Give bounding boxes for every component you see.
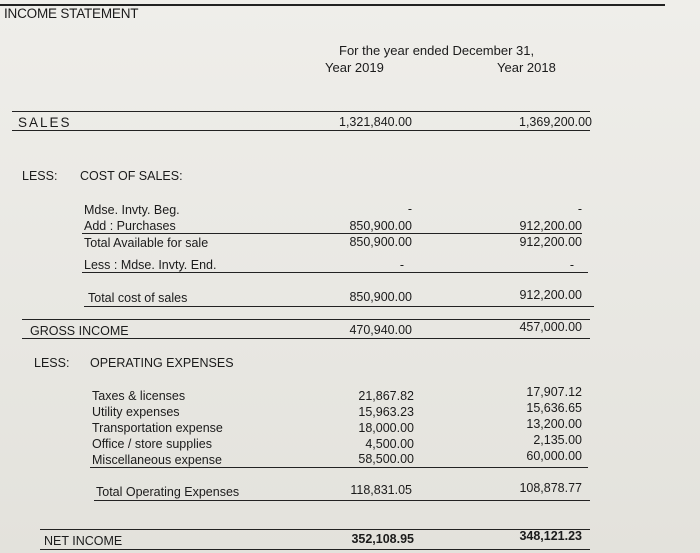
statement-title: INCOME STATEMENT — [4, 6, 139, 21]
gross-income-label: GROSS INCOME — [30, 324, 129, 338]
gross-income-2019: 470,940.00 — [349, 323, 412, 337]
expense-label: Miscellaneous expense — [92, 453, 222, 467]
expense-2019: 58,500.00 — [358, 452, 414, 466]
expense-2019: 4,500.00 — [365, 437, 414, 451]
expense-2018: 15,636.65 — [526, 401, 582, 415]
ending-inventory-2019: - — [399, 258, 404, 272]
expense-2019: 15,963.23 — [358, 405, 414, 419]
expense-2018: 2,135.00 — [533, 433, 582, 447]
total-cost-of-sales-label: Total cost of sales — [88, 291, 188, 305]
ending-inventory-label: Less : Mdse. Invty. End. — [84, 258, 217, 272]
expense-label: Utility expenses — [92, 405, 180, 419]
expense-2018: 13,200.00 — [526, 417, 582, 431]
cost-less-label: LESS: — [22, 169, 58, 183]
available-for-sale-label: Total Available for sale — [84, 236, 209, 250]
purchases-2018: 912,200.00 — [519, 219, 582, 233]
expense-2018: 17,907.12 — [526, 385, 582, 399]
total-cost-of-sales-2019: 850,900.00 — [349, 290, 412, 304]
total-operating-expenses-label: Total Operating Expenses — [96, 485, 240, 499]
purchases-rule — [82, 233, 582, 234]
available-for-sale-2018: 912,200.00 — [519, 235, 582, 249]
total-operating-expenses-2018: 108,878.77 — [519, 481, 582, 495]
expense-label: Transportation expense — [92, 421, 223, 435]
cost-of-sales-title: COST OF SALES: — [80, 169, 183, 183]
expenses-rule — [90, 467, 588, 468]
net-income-bottom-rule — [40, 549, 590, 550]
operating-expenses-title: OPERATING EXPENSES — [90, 356, 234, 370]
expense-label: Taxes & licenses — [92, 389, 186, 403]
ending-inventory-2018: - — [569, 258, 574, 272]
gross-income-2018: 457,000.00 — [519, 320, 582, 334]
expense-2019: 18,000.00 — [358, 421, 414, 435]
expense-2019: 21,867.82 — [358, 389, 414, 403]
sales-2019: 1,321,840.00 — [339, 115, 412, 129]
gross-income-bottom-rule — [22, 338, 590, 339]
expense-label: Office / store supplies — [92, 437, 212, 451]
total-cost-rule — [84, 306, 594, 307]
net-income-2019: 352,108.95 — [351, 532, 414, 546]
purchases-label: Add : Purchases — [84, 219, 176, 233]
total-cost-of-sales-2018: 912,200.00 — [519, 288, 582, 302]
ending-inventory-rule — [82, 272, 588, 273]
net-income-2018: 348,121.23 — [519, 529, 582, 543]
sales-bottom-rule — [12, 130, 590, 131]
total-operating-expenses-2019: 118,831.05 — [350, 483, 412, 497]
beginning-inventory-2019: - — [407, 202, 412, 216]
beginning-inventory-label: Mdse. Invty. Beg. — [84, 203, 180, 217]
period-header: For the year ended December 31, — [339, 43, 535, 58]
column-header-2018: Year 2018 — [497, 60, 556, 75]
sales-2018: 1,369,200.00 — [519, 115, 592, 129]
column-header-2019: Year 2019 — [325, 60, 384, 75]
available-for-sale-2019: 850,900.00 — [349, 235, 412, 249]
sales-label: SALES — [18, 115, 72, 130]
beginning-inventory-2018: - — [577, 202, 582, 216]
opex-less-label: LESS: — [34, 356, 70, 370]
sales-top-rule — [12, 111, 590, 112]
total-opex-rule — [94, 500, 590, 501]
net-income-label: NET INCOME — [44, 534, 123, 548]
purchases-2019: 850,900.00 — [349, 219, 412, 233]
expense-2018: 60,000.00 — [526, 449, 582, 463]
